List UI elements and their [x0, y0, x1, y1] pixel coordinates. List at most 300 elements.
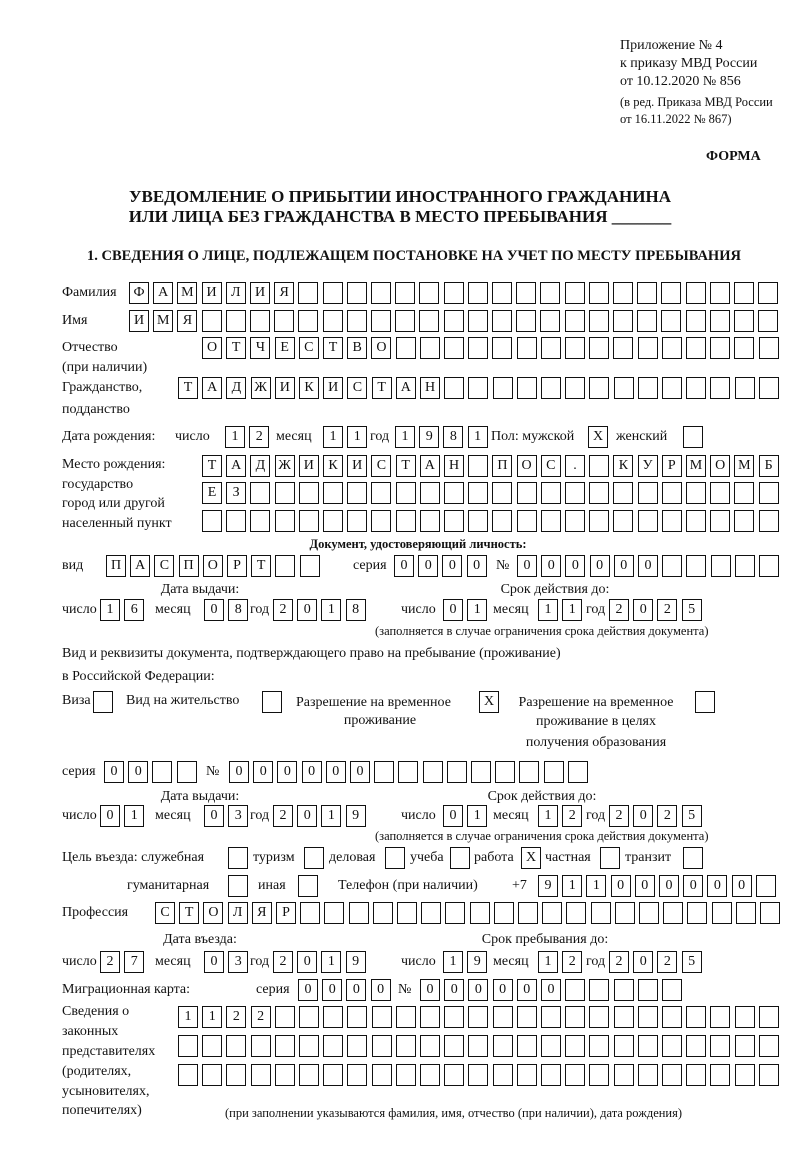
reps-2-char-box[interactable]: [493, 1035, 513, 1057]
citizenship-char-box[interactable]: [686, 377, 706, 399]
birth-month-char-box[interactable]: 1: [323, 426, 343, 448]
reps-3-char-box[interactable]: [517, 1064, 537, 1086]
reps-2-char-box[interactable]: [226, 1035, 246, 1057]
stay-series-char-box[interactable]: 0: [128, 761, 148, 783]
profession-char-box[interactable]: [639, 902, 659, 924]
reps-3-char-box[interactable]: [396, 1064, 416, 1086]
birth-place-3-char-box[interactable]: [250, 510, 270, 532]
citizenship-char-box[interactable]: [710, 377, 730, 399]
doc-type-char-box[interactable]: Т: [251, 555, 271, 577]
surname-char-box[interactable]: [323, 282, 343, 304]
patronymic-char-box[interactable]: [589, 337, 609, 359]
birth-place-3-char-box[interactable]: [759, 510, 779, 532]
reps-2-char-box[interactable]: [396, 1035, 416, 1057]
reps-3-char-box[interactable]: [251, 1064, 271, 1086]
surname-char-box[interactable]: [613, 282, 633, 304]
surname-char-box[interactable]: Л: [226, 282, 246, 304]
name-char-box[interactable]: [250, 310, 270, 332]
name-char-box[interactable]: [444, 310, 464, 332]
surname-char-box[interactable]: [347, 282, 367, 304]
checkbox-sex-female[interactable]: [683, 426, 703, 448]
surname-char-box[interactable]: [395, 282, 415, 304]
reps-3-char-box[interactable]: [541, 1064, 561, 1086]
birth-place-2-char-box[interactable]: [347, 482, 367, 504]
birth-place-2-char-box[interactable]: Е: [202, 482, 222, 504]
reps-1-char-box[interactable]: [372, 1006, 392, 1028]
reps-2-char-box[interactable]: [202, 1035, 222, 1057]
birth-place-3-char-box[interactable]: [638, 510, 658, 532]
doc-type-char-box[interactable]: П: [179, 555, 199, 577]
name-char-box[interactable]: [468, 310, 488, 332]
birth-place-2-char-box[interactable]: [638, 482, 658, 504]
patronymic-char-box[interactable]: [444, 337, 464, 359]
birth-place-1-char-box[interactable]: О: [517, 455, 537, 477]
doc-type-char-box[interactable]: П: [106, 555, 126, 577]
birth-place-2-char-box[interactable]: [468, 482, 488, 504]
birth-place-3-char-box[interactable]: [444, 510, 464, 532]
phone-char-box[interactable]: 0: [707, 875, 727, 897]
citizenship-char-box[interactable]: К: [299, 377, 319, 399]
phone-char-box[interactable]: 1: [586, 875, 606, 897]
checkbox-p-tourism[interactable]: [304, 847, 324, 869]
doc-number-char-box[interactable]: [662, 555, 682, 577]
patronymic-char-box[interactable]: [638, 337, 658, 359]
reps-3-char-box[interactable]: [178, 1064, 198, 1086]
birth-place-2-char-box[interactable]: [710, 482, 730, 504]
citizenship-char-box[interactable]: И: [323, 377, 343, 399]
surname-char-box[interactable]: И: [202, 282, 222, 304]
birth-place-2-char-box[interactable]: [517, 482, 537, 504]
doc-number-char-box[interactable]: 0: [517, 555, 537, 577]
surname-char-box[interactable]: [444, 282, 464, 304]
birth-place-1-char-box[interactable]: К: [323, 455, 343, 477]
citizenship-char-box[interactable]: [565, 377, 585, 399]
doc-valid-month-char-box[interactable]: 1: [562, 599, 582, 621]
name-char-box[interactable]: [661, 310, 681, 332]
birth-place-2-char-box[interactable]: [396, 482, 416, 504]
patronymic-char-box[interactable]: Т: [323, 337, 343, 359]
reps-1-char-box[interactable]: [493, 1006, 513, 1028]
reps-1-char-box[interactable]: [323, 1006, 343, 1028]
reps-3-char-box[interactable]: [275, 1064, 295, 1086]
birth-place-2-char-box[interactable]: [589, 482, 609, 504]
profession-char-box[interactable]: [324, 902, 344, 924]
doc-number-char-box[interactable]: [686, 555, 706, 577]
stay-number-char-box[interactable]: [374, 761, 394, 783]
reps-1-char-box[interactable]: [299, 1006, 319, 1028]
patronymic-char-box[interactable]: О: [202, 337, 222, 359]
stay-month-char-box[interactable]: 2: [562, 951, 582, 973]
surname-char-box[interactable]: [637, 282, 657, 304]
patronymic-char-box[interactable]: [565, 337, 585, 359]
doc-valid-year-char-box[interactable]: 2: [657, 599, 677, 621]
phone-char-box[interactable]: 0: [683, 875, 703, 897]
birth-place-2-char-box[interactable]: [299, 482, 319, 504]
reps-2-char-box[interactable]: [420, 1035, 440, 1057]
stay-valid-month-char-box[interactable]: 1: [538, 805, 558, 827]
reps-3-char-box[interactable]: [710, 1064, 730, 1086]
mc-number-char-box[interactable]: [614, 979, 634, 1001]
reps-2-char-box[interactable]: [638, 1035, 658, 1057]
name-char-box[interactable]: [589, 310, 609, 332]
stay-valid-year-char-box[interactable]: 2: [657, 805, 677, 827]
name-char-box[interactable]: И: [129, 310, 149, 332]
stay-number-char-box[interactable]: [447, 761, 467, 783]
mc-series-char-box[interactable]: 0: [371, 979, 391, 1001]
reps-3-char-box[interactable]: [347, 1064, 367, 1086]
phone-char-box[interactable]: 1: [562, 875, 582, 897]
name-char-box[interactable]: [613, 310, 633, 332]
reps-3-char-box[interactable]: [226, 1064, 246, 1086]
birth-place-1-char-box[interactable]: С: [371, 455, 391, 477]
birth-place-3-char-box[interactable]: [734, 510, 754, 532]
citizenship-char-box[interactable]: А: [396, 377, 416, 399]
name-char-box[interactable]: [371, 310, 391, 332]
checkbox-temp-res[interactable]: X: [479, 691, 499, 713]
citizenship-char-box[interactable]: Т: [372, 377, 392, 399]
reps-1-char-box[interactable]: 2: [251, 1006, 271, 1028]
reps-3-char-box[interactable]: [662, 1064, 682, 1086]
reps-1-char-box[interactable]: [541, 1006, 561, 1028]
profession-char-box[interactable]: [663, 902, 683, 924]
patronymic-char-box[interactable]: Ч: [250, 337, 270, 359]
stay-issue-month-char-box[interactable]: 0: [204, 805, 224, 827]
birth-place-3-char-box[interactable]: [396, 510, 416, 532]
phone-char-box[interactable]: 0: [611, 875, 631, 897]
stay-number-char-box[interactable]: 0: [229, 761, 249, 783]
doc-number-char-box[interactable]: 0: [614, 555, 634, 577]
entry-year-char-box[interactable]: 1: [321, 951, 341, 973]
profession-char-box[interactable]: [349, 902, 369, 924]
birth-place-2-char-box[interactable]: [492, 482, 512, 504]
stay-number-char-box[interactable]: 0: [350, 761, 370, 783]
stay-month-char-box[interactable]: 1: [538, 951, 558, 973]
mc-number-char-box[interactable]: [662, 979, 682, 1001]
doc-issue-year-char-box[interactable]: 0: [297, 599, 317, 621]
birth-place-3-char-box[interactable]: [686, 510, 706, 532]
stay-series-char-box[interactable]: 0: [104, 761, 124, 783]
reps-2-char-box[interactable]: [251, 1035, 271, 1057]
birth-place-2-char-box[interactable]: [541, 482, 561, 504]
doc-series-char-box[interactable]: 0: [442, 555, 462, 577]
stay-issue-year-char-box[interactable]: 1: [321, 805, 341, 827]
stay-number-char-box[interactable]: [544, 761, 564, 783]
surname-char-box[interactable]: [686, 282, 706, 304]
patronymic-char-box[interactable]: [517, 337, 537, 359]
reps-2-char-box[interactable]: [372, 1035, 392, 1057]
reps-1-char-box[interactable]: [735, 1006, 755, 1028]
citizenship-char-box[interactable]: [662, 377, 682, 399]
patronymic-char-box[interactable]: [396, 337, 416, 359]
stay-year-char-box[interactable]: 0: [633, 951, 653, 973]
reps-2-char-box[interactable]: [468, 1035, 488, 1057]
citizenship-char-box[interactable]: [493, 377, 513, 399]
reps-2-char-box[interactable]: [444, 1035, 464, 1057]
stay-number-char-box[interactable]: [398, 761, 418, 783]
birth-place-1-char-box[interactable]: М: [686, 455, 706, 477]
stay-day-char-box[interactable]: 9: [467, 951, 487, 973]
stay-valid-year-char-box[interactable]: 0: [633, 805, 653, 827]
reps-3-char-box[interactable]: [299, 1064, 319, 1086]
birth-place-2-char-box[interactable]: [662, 482, 682, 504]
stay-valid-month-char-box[interactable]: 2: [562, 805, 582, 827]
birth-place-3-char-box[interactable]: [202, 510, 222, 532]
name-char-box[interactable]: М: [153, 310, 173, 332]
birth-place-3-char-box[interactable]: [371, 510, 391, 532]
birth-year-char-box[interactable]: 9: [419, 426, 439, 448]
birth-place-1-char-box[interactable]: Р: [662, 455, 682, 477]
mc-number-char-box[interactable]: 0: [468, 979, 488, 1001]
phone-char-box[interactable]: [756, 875, 776, 897]
doc-series-char-box[interactable]: 0: [467, 555, 487, 577]
name-char-box[interactable]: [710, 310, 730, 332]
phone-char-box[interactable]: 9: [538, 875, 558, 897]
doc-type-char-box[interactable]: [275, 555, 295, 577]
checkbox-visa[interactable]: [93, 691, 113, 713]
birth-place-2-char-box[interactable]: [686, 482, 706, 504]
birth-place-3-char-box[interactable]: [613, 510, 633, 532]
citizenship-char-box[interactable]: [638, 377, 658, 399]
name-char-box[interactable]: [347, 310, 367, 332]
patronymic-char-box[interactable]: Т: [226, 337, 246, 359]
patronymic-char-box[interactable]: В: [347, 337, 367, 359]
reps-3-char-box[interactable]: [638, 1064, 658, 1086]
doc-valid-year-char-box[interactable]: 5: [682, 599, 702, 621]
checkbox-p-private[interactable]: [600, 847, 620, 869]
reps-3-char-box[interactable]: [202, 1064, 222, 1086]
profession-char-box[interactable]: [687, 902, 707, 924]
reps-2-char-box[interactable]: [710, 1035, 730, 1057]
profession-char-box[interactable]: Л: [228, 902, 248, 924]
entry-year-char-box[interactable]: 2: [273, 951, 293, 973]
birth-month-char-box[interactable]: 1: [347, 426, 367, 448]
birth-place-3-char-box[interactable]: [589, 510, 609, 532]
citizenship-char-box[interactable]: Д: [226, 377, 246, 399]
birth-day-char-box[interactable]: 2: [249, 426, 269, 448]
doc-series-char-box[interactable]: 0: [394, 555, 414, 577]
birth-place-2-char-box[interactable]: [759, 482, 779, 504]
surname-char-box[interactable]: [492, 282, 512, 304]
birth-place-3-char-box[interactable]: [662, 510, 682, 532]
stay-issue-year-char-box[interactable]: 9: [346, 805, 366, 827]
birth-place-1-char-box[interactable]: [589, 455, 609, 477]
birth-year-char-box[interactable]: 1: [395, 426, 415, 448]
profession-char-box[interactable]: Т: [179, 902, 199, 924]
stay-number-char-box[interactable]: [495, 761, 515, 783]
stay-series-char-box[interactable]: [177, 761, 197, 783]
birth-place-3-char-box[interactable]: [226, 510, 246, 532]
reps-3-char-box[interactable]: [589, 1064, 609, 1086]
checkbox-p-study[interactable]: [450, 847, 470, 869]
stay-number-char-box[interactable]: [423, 761, 443, 783]
mc-number-char-box[interactable]: 0: [420, 979, 440, 1001]
profession-char-box[interactable]: [494, 902, 514, 924]
reps-1-char-box[interactable]: [396, 1006, 416, 1028]
name-char-box[interactable]: [492, 310, 512, 332]
birth-place-2-char-box[interactable]: [275, 482, 295, 504]
doc-type-char-box[interactable]: А: [130, 555, 150, 577]
doc-type-char-box[interactable]: [300, 555, 320, 577]
doc-valid-day-char-box[interactable]: 0: [443, 599, 463, 621]
mc-series-char-box[interactable]: 0: [322, 979, 342, 1001]
reps-3-char-box[interactable]: [686, 1064, 706, 1086]
reps-2-char-box[interactable]: [299, 1035, 319, 1057]
doc-number-char-box[interactable]: [735, 555, 755, 577]
citizenship-char-box[interactable]: И: [275, 377, 295, 399]
surname-char-box[interactable]: [419, 282, 439, 304]
reps-2-char-box[interactable]: [735, 1035, 755, 1057]
name-char-box[interactable]: [516, 310, 536, 332]
birth-place-1-char-box[interactable]: Т: [396, 455, 416, 477]
reps-3-char-box[interactable]: [444, 1064, 464, 1086]
stay-year-char-box[interactable]: 2: [609, 951, 629, 973]
entry-day-char-box[interactable]: 7: [124, 951, 144, 973]
reps-3-char-box[interactable]: [614, 1064, 634, 1086]
citizenship-char-box[interactable]: [759, 377, 779, 399]
reps-2-char-box[interactable]: [759, 1035, 779, 1057]
doc-series-char-box[interactable]: 0: [418, 555, 438, 577]
doc-type-char-box[interactable]: С: [154, 555, 174, 577]
surname-char-box[interactable]: И: [250, 282, 270, 304]
reps-3-char-box[interactable]: [323, 1064, 343, 1086]
reps-3-char-box[interactable]: [759, 1064, 779, 1086]
phone-char-box[interactable]: 0: [659, 875, 679, 897]
doc-number-char-box[interactable]: [759, 555, 779, 577]
birth-place-2-char-box[interactable]: [250, 482, 270, 504]
stay-valid-year-char-box[interactable]: 5: [682, 805, 702, 827]
doc-issue-year-char-box[interactable]: 1: [321, 599, 341, 621]
profession-char-box[interactable]: [421, 902, 441, 924]
entry-month-char-box[interactable]: 3: [228, 951, 248, 973]
checkbox-p-official[interactable]: [228, 847, 248, 869]
doc-number-char-box[interactable]: 0: [541, 555, 561, 577]
patronymic-char-box[interactable]: [710, 337, 730, 359]
name-char-box[interactable]: [274, 310, 294, 332]
reps-2-char-box[interactable]: [662, 1035, 682, 1057]
birth-place-2-char-box[interactable]: З: [226, 482, 246, 504]
profession-char-box[interactable]: Р: [276, 902, 296, 924]
birth-place-3-char-box[interactable]: [323, 510, 343, 532]
doc-issue-year-char-box[interactable]: 2: [273, 599, 293, 621]
reps-2-char-box[interactable]: [589, 1035, 609, 1057]
birth-place-1-char-box[interactable]: О: [710, 455, 730, 477]
patronymic-char-box[interactable]: [686, 337, 706, 359]
citizenship-char-box[interactable]: [614, 377, 634, 399]
birth-place-1-char-box[interactable]: Б: [759, 455, 779, 477]
birth-place-1-char-box[interactable]: А: [226, 455, 246, 477]
reps-1-char-box[interactable]: [614, 1006, 634, 1028]
stay-number-char-box[interactable]: 0: [277, 761, 297, 783]
birth-place-3-char-box[interactable]: [347, 510, 367, 532]
birth-place-2-char-box[interactable]: [323, 482, 343, 504]
surname-char-box[interactable]: [298, 282, 318, 304]
profession-char-box[interactable]: [615, 902, 635, 924]
profession-char-box[interactable]: [566, 902, 586, 924]
doc-number-char-box[interactable]: 0: [590, 555, 610, 577]
doc-issue-year-char-box[interactable]: 8: [346, 599, 366, 621]
stay-valid-day-char-box[interactable]: 0: [443, 805, 463, 827]
surname-char-box[interactable]: [565, 282, 585, 304]
profession-char-box[interactable]: Я: [252, 902, 272, 924]
surname-char-box[interactable]: [589, 282, 609, 304]
birth-place-1-char-box[interactable]: [468, 455, 488, 477]
name-char-box[interactable]: [395, 310, 415, 332]
stay-day-char-box[interactable]: 1: [443, 951, 463, 973]
reps-1-char-box[interactable]: [468, 1006, 488, 1028]
stay-number-char-box[interactable]: [568, 761, 588, 783]
profession-char-box[interactable]: [736, 902, 756, 924]
name-char-box[interactable]: [734, 310, 754, 332]
mc-number-char-box[interactable]: [638, 979, 658, 1001]
patronymic-char-box[interactable]: [759, 337, 779, 359]
reps-2-char-box[interactable]: [323, 1035, 343, 1057]
name-char-box[interactable]: [565, 310, 585, 332]
profession-char-box[interactable]: [712, 902, 732, 924]
profession-char-box[interactable]: О: [203, 902, 223, 924]
name-char-box[interactable]: [419, 310, 439, 332]
birth-place-1-char-box[interactable]: С: [541, 455, 561, 477]
reps-1-char-box[interactable]: 1: [178, 1006, 198, 1028]
doc-number-char-box[interactable]: 0: [638, 555, 658, 577]
surname-char-box[interactable]: М: [177, 282, 197, 304]
reps-1-char-box[interactable]: [759, 1006, 779, 1028]
stay-issue-month-char-box[interactable]: 3: [228, 805, 248, 827]
reps-1-char-box[interactable]: [638, 1006, 658, 1028]
birth-place-3-char-box[interactable]: [517, 510, 537, 532]
name-char-box[interactable]: [298, 310, 318, 332]
profession-char-box[interactable]: [445, 902, 465, 924]
birth-place-3-char-box[interactable]: [710, 510, 730, 532]
reps-2-char-box[interactable]: [517, 1035, 537, 1057]
doc-number-char-box[interactable]: [711, 555, 731, 577]
doc-issue-day-char-box[interactable]: 6: [124, 599, 144, 621]
birth-place-1-char-box[interactable]: Ж: [275, 455, 295, 477]
stay-issue-year-char-box[interactable]: 2: [273, 805, 293, 827]
stay-number-char-box[interactable]: 0: [253, 761, 273, 783]
citizenship-char-box[interactable]: [517, 377, 537, 399]
mc-number-char-box[interactable]: 0: [517, 979, 537, 1001]
birth-place-2-char-box[interactable]: [734, 482, 754, 504]
reps-2-char-box[interactable]: [541, 1035, 561, 1057]
name-char-box[interactable]: [637, 310, 657, 332]
patronymic-char-box[interactable]: О: [371, 337, 391, 359]
doc-valid-year-char-box[interactable]: 2: [609, 599, 629, 621]
reps-1-char-box[interactable]: [565, 1006, 585, 1028]
reps-1-char-box[interactable]: [347, 1006, 367, 1028]
birth-year-char-box[interactable]: 1: [468, 426, 488, 448]
stay-series-char-box[interactable]: [152, 761, 172, 783]
reps-1-char-box[interactable]: [275, 1006, 295, 1028]
checkbox-temp-edu[interactable]: [695, 691, 715, 713]
birth-place-3-char-box[interactable]: [275, 510, 295, 532]
birth-place-3-char-box[interactable]: [541, 510, 561, 532]
reps-3-char-box[interactable]: [735, 1064, 755, 1086]
name-char-box[interactable]: [226, 310, 246, 332]
citizenship-char-box[interactable]: С: [347, 377, 367, 399]
doc-issue-day-char-box[interactable]: 1: [100, 599, 120, 621]
patronymic-char-box[interactable]: [468, 337, 488, 359]
reps-1-char-box[interactable]: [444, 1006, 464, 1028]
birth-place-2-char-box[interactable]: [371, 482, 391, 504]
doc-issue-month-char-box[interactable]: 8: [228, 599, 248, 621]
patronymic-char-box[interactable]: [420, 337, 440, 359]
checkbox-p-other[interactable]: [298, 875, 318, 897]
checkbox-p-humanitarian[interactable]: [228, 875, 248, 897]
birth-place-3-char-box[interactable]: [420, 510, 440, 532]
citizenship-char-box[interactable]: А: [202, 377, 222, 399]
mc-number-char-box[interactable]: 0: [541, 979, 561, 1001]
birth-place-1-char-box[interactable]: Д: [250, 455, 270, 477]
